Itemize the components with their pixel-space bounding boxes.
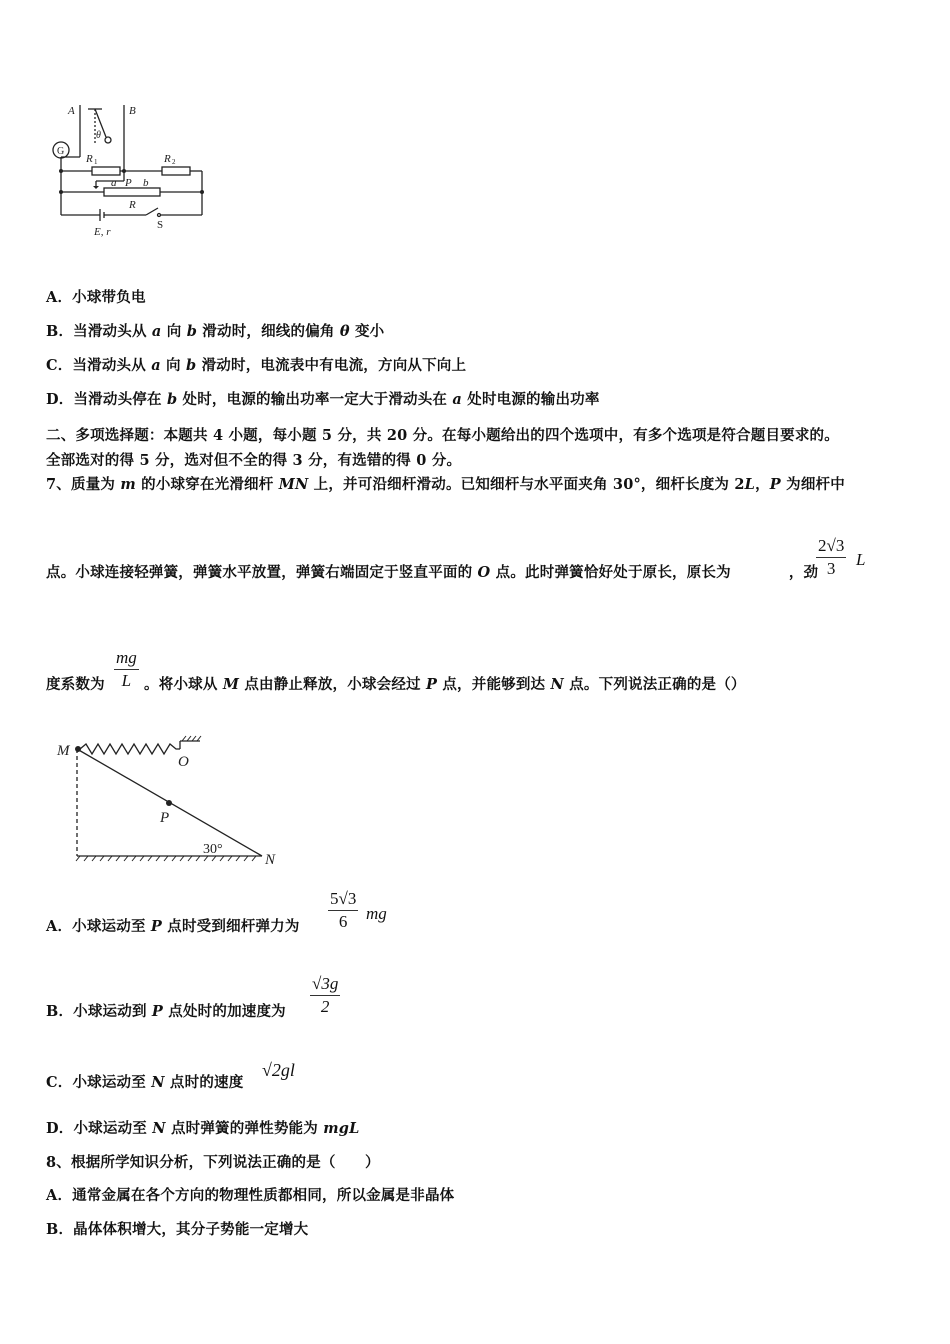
q7-stem-line1: 7、质量为 m 的小球穿在光滑细杆 MN 上，并可沿细杆滑动。已知细杆与水平面夹角 30°，细杆长度为 2L，P 为细杆中 [46,476,845,493]
label-b: b [143,177,149,189]
label-angle: 30° [203,842,223,857]
spring-length-L: L [856,550,866,569]
label-Er: E, r [94,226,111,238]
label-M: M [57,743,70,759]
label-N: N [265,852,276,868]
label-theta: θ [96,130,101,141]
q8-option-a: A．通常金属在各个方向的物理性质都相同，所以金属是非晶体 [46,1187,455,1204]
option-c-expression: √2gl [262,1060,295,1080]
label-R2: R [164,153,171,165]
label-G: G [57,146,65,157]
option-a-fraction: 5√3 6 [330,889,357,931]
spring-length-fraction: 2√3 3 [818,536,845,578]
section2-heading-line2: 全部选对的得 5 分，选对但不全的得 3 分，有选错的得 0 分。 [46,452,462,469]
q7-stem-line3: 度系数为 。将小球从 M 点由静止释放，小球会经过 P 点，并能够到达 N 点。下列说法正确的是（） [46,676,746,693]
option-b-fraction: √3g 2 [312,974,339,1016]
section2-heading-line1: 二、多项选择题：本题共 4 小题，每小题 5 分，共 20 分。在每小题给出的四个选项中，有多个选项是符合题目要求的。 [46,427,839,444]
point-P [166,800,172,806]
q7-option-a: A．小球运动至 P 点时受到细杆弹力为 [46,918,300,935]
q8-option-b: B．晶体体积增大，其分子势能一定增大 [46,1221,309,1238]
label-P: P [125,177,132,189]
q6-option-b: B．当滑动头从 a 向 b 滑动时，细线的偏角 θ 变小 [46,323,385,340]
label-A: A [68,105,75,117]
label-R1-sub: 1 [94,158,98,166]
q7-option-d: D．小球运动至 N 点时弹簧的弹性势能为 mgL [46,1120,360,1137]
label-S: S [157,219,164,231]
q6-option-d: D．当滑动头停在 b 处时，电源的输出功率一定大于滑动头在 a 处时电源的输出功率 [46,391,600,408]
point-M [75,746,81,752]
label-B: B [129,105,136,117]
label-R2-sub: 2 [172,158,176,166]
circuit-diagram [40,95,220,245]
option-a-mg: mg [366,904,387,923]
spring-constant-fraction: mg L [116,648,137,690]
q8-stem: 8、根据所学知识分析，下列说法正确的是（ ） [46,1154,380,1171]
label-R: R [129,199,136,211]
q7-option-c: C．小球运动至 N 点时的速度 [46,1074,244,1091]
q6-option-a: A．小球带负电 [46,289,146,306]
q7-stem-line2: 点。小球连接轻弹簧，弹簧水平放置，弹簧右端固定于竖直平面的 O 点。此时弹簧恰好处于原长，原长为 ，劲 [46,564,819,581]
label-R1: R [86,153,93,165]
label-a: a [111,177,117,189]
label-O: O [178,754,189,770]
q7-option-b: B．小球运动到 P 点处时的加速度为 [46,1003,286,1020]
label-P: P [160,810,170,826]
incline-diagram [50,730,290,875]
q6-option-c: C．当滑动头从 a 向 b 滑动时，电流表中有电流，方向从下向上 [46,357,467,374]
